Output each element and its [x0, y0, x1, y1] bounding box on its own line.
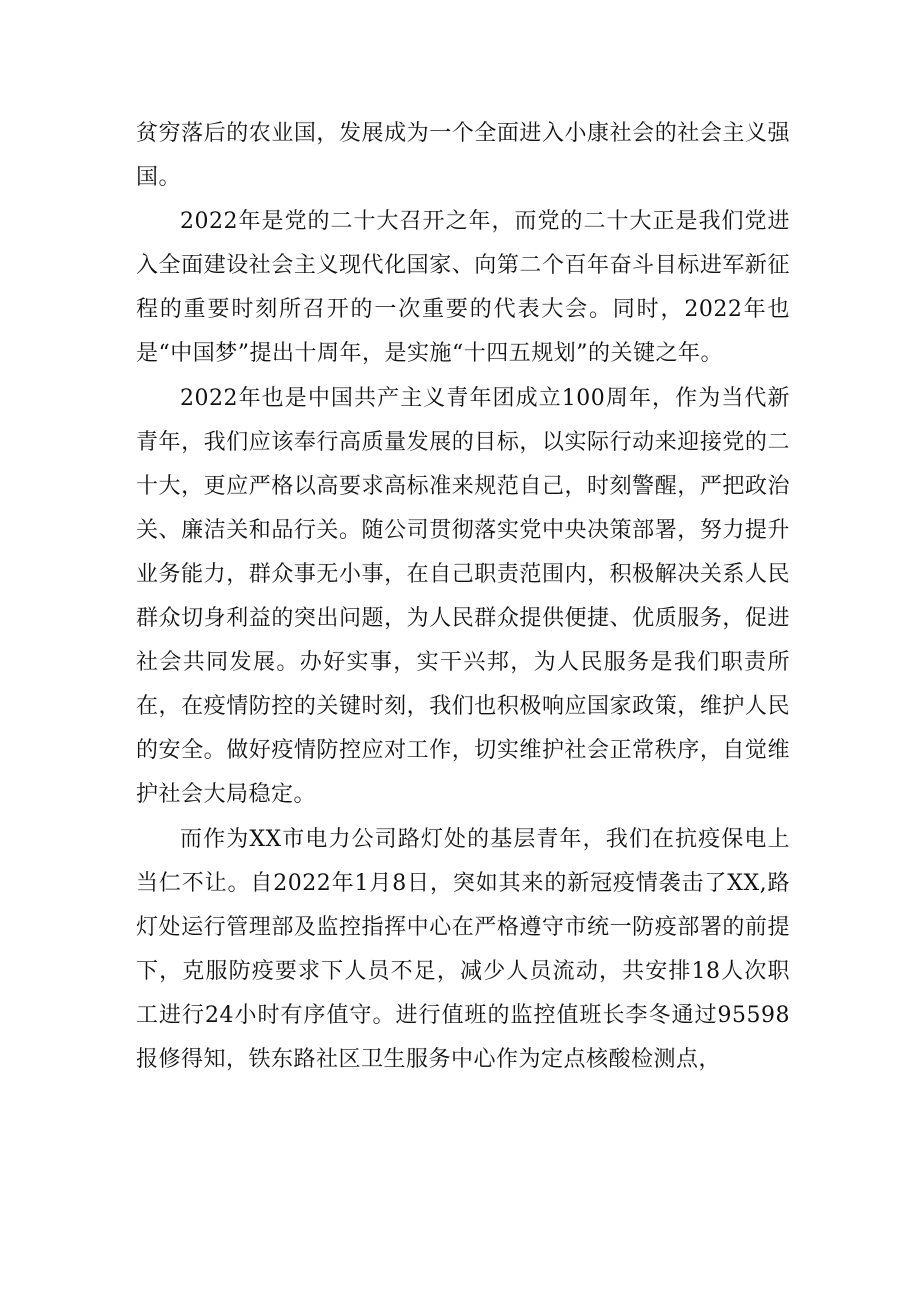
paragraph-1: 贫穷落后的农业国，发展成为一个全面进入小康社会的社会主义强国。 [136, 121, 790, 191]
paragraph-3: 2022年也是中国共产主义青年团成立100周年，作为当代新青年，我们应该奉行高质量发展的目标，以实际行动来迎接党的二十大，更应严格以高要求高标准来规范自己，时刻警醒，严把政治关、廉洁关和品行关。随公司贯彻落实党中央决策部署，努力提升业务能力，群众事无小事，在自己职责范围内，积极解决关系人民群众切身利益的突出问题，为人民群众提供便捷、优质服务，促进社会共同发展。办好实事，实干兴邦，为人民服务是我们职责所在，在疫情防控的关键时刻，我们也积极响应国家政策，维护人民的安全。做好疫情防控应对工作，切实维护社会正常秩序，自觉维护社会大局稳定。 [136, 385, 790, 808]
paragraph-4: 而作为XX市电力公司路灯处的基层青年，我们在抗疫保电上当仁不让。自2022年1月8日，突如其来的新冠疫情袭击了XX,路灯处运行管理部及监控指挥中心在严格遵守市统一防疫部署的前提下，克服防疫要求下人员不足，减少人员流动，共安排18人次职工进行24小时有序值守。进行值班的监控值班长李冬通过95598报修得知，铁东路社区卫生服务中心作为定点核酸检测点， [136, 826, 790, 1072]
document-body [136, 112, 790, 1082]
paragraph-2: 2022年是党的二十大召开之年，而党的二十大正是我们党进入全面建设社会主义现代化国家、向第二个百年奋斗目标进军新征程的重要时刻所召开的一次重要的代表大会。同时，2022年也是“中国梦”提出十周年，是实施“十四五规划”的关键之年。 [136, 209, 790, 367]
